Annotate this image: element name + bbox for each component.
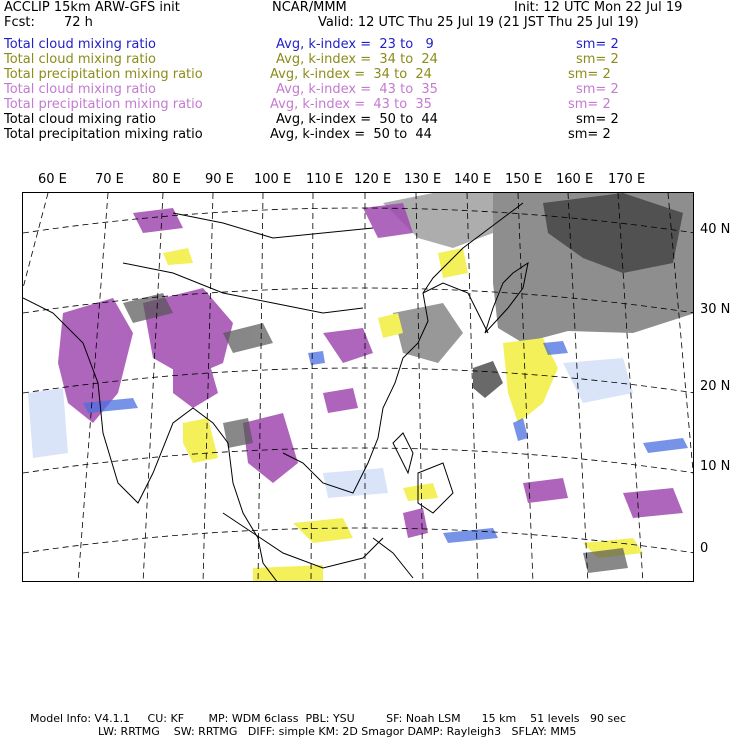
lat-label: 20 N — [700, 379, 731, 394]
legend-avg-1: Avg, k-index = 23 to 9 — [276, 37, 434, 52]
legend-sm-1: sm= 2 — [576, 37, 619, 52]
legend-avg-5: Avg, k-index = 43 to 35 — [270, 97, 432, 112]
legend-sm-3: sm= 2 — [568, 67, 611, 82]
legend-avg-6: Avg, k-index = 50 to 44 — [276, 112, 438, 127]
model-info-line-1: Model Info: V4.1.1 CU: KF MP: WDM 6class PBL: YSU SF: Noah LSM 15 km 51 levels 90 sec — [30, 712, 627, 725]
map-canvas — [23, 193, 694, 582]
legend-name-4: Total cloud mixing ratio — [4, 82, 157, 97]
legend-avg-4: Avg, k-index = 43 to 35 — [276, 82, 438, 97]
lon-label: 70 E — [95, 172, 124, 187]
lon-label: 110 E — [306, 172, 344, 187]
legend-sm-4: sm= 2 — [576, 82, 619, 97]
valid-time: Valid: 12 UTC Thu 25 Jul 19 (21 JST Thu 25 Jul 19) — [318, 15, 639, 30]
lat-label: 0 — [700, 541, 709, 556]
lon-label: 80 E — [152, 172, 181, 187]
legend-sm-2: sm= 2 — [576, 52, 619, 67]
lon-label: 150 E — [505, 172, 543, 187]
legend-name-3: Total precipitation mixing ratio — [4, 67, 203, 82]
model-info-line-2: LW: RRTMG SW: RRTMG DIFF: simple KM: 2D Smagor DAMP: Rayleigh3 SFLAY: MM5 — [98, 725, 577, 738]
legend-name-6: Total cloud mixing ratio — [4, 112, 157, 127]
forecast-hours: 72 h — [64, 15, 93, 30]
init-time: Init: 12 UTC Mon 22 Jul 19 — [514, 0, 683, 15]
lon-label: 140 E — [454, 172, 492, 187]
lat-label: 10 N — [700, 459, 731, 474]
legend-name-1: Total cloud mixing ratio — [4, 37, 157, 52]
forecast-map — [22, 192, 694, 582]
legend-name-5: Total precipitation mixing ratio — [4, 97, 203, 112]
lon-label: 100 E — [254, 172, 292, 187]
lon-label: 130 E — [404, 172, 442, 187]
lon-label: 60 E — [38, 172, 67, 187]
forecast-label: Fcst: — [4, 15, 35, 30]
legend-sm-6: sm= 2 — [576, 112, 619, 127]
legend-avg-7: Avg, k-index = 50 to 44 — [270, 127, 432, 142]
lon-label: 90 E — [205, 172, 234, 187]
legend-sm-7: sm= 2 — [568, 127, 611, 142]
model-title: ACCLIP 15km ARW-GFS init — [4, 0, 180, 15]
lat-label: 40 N — [700, 222, 731, 237]
lon-label: 170 E — [608, 172, 646, 187]
legend-avg-3: Avg, k-index = 34 to 24 — [270, 67, 432, 82]
legend-avg-2: Avg, k-index = 34 to 24 — [276, 52, 438, 67]
lat-label: 30 N — [700, 302, 731, 317]
lon-label: 160 E — [556, 172, 594, 187]
lon-label: 120 E — [354, 172, 392, 187]
legend-sm-5: sm= 2 — [568, 97, 611, 112]
legend-name-2: Total cloud mixing ratio — [4, 52, 157, 67]
legend-name-7: Total precipitation mixing ratio — [4, 127, 203, 142]
organization: NCAR/MMM — [272, 0, 347, 15]
